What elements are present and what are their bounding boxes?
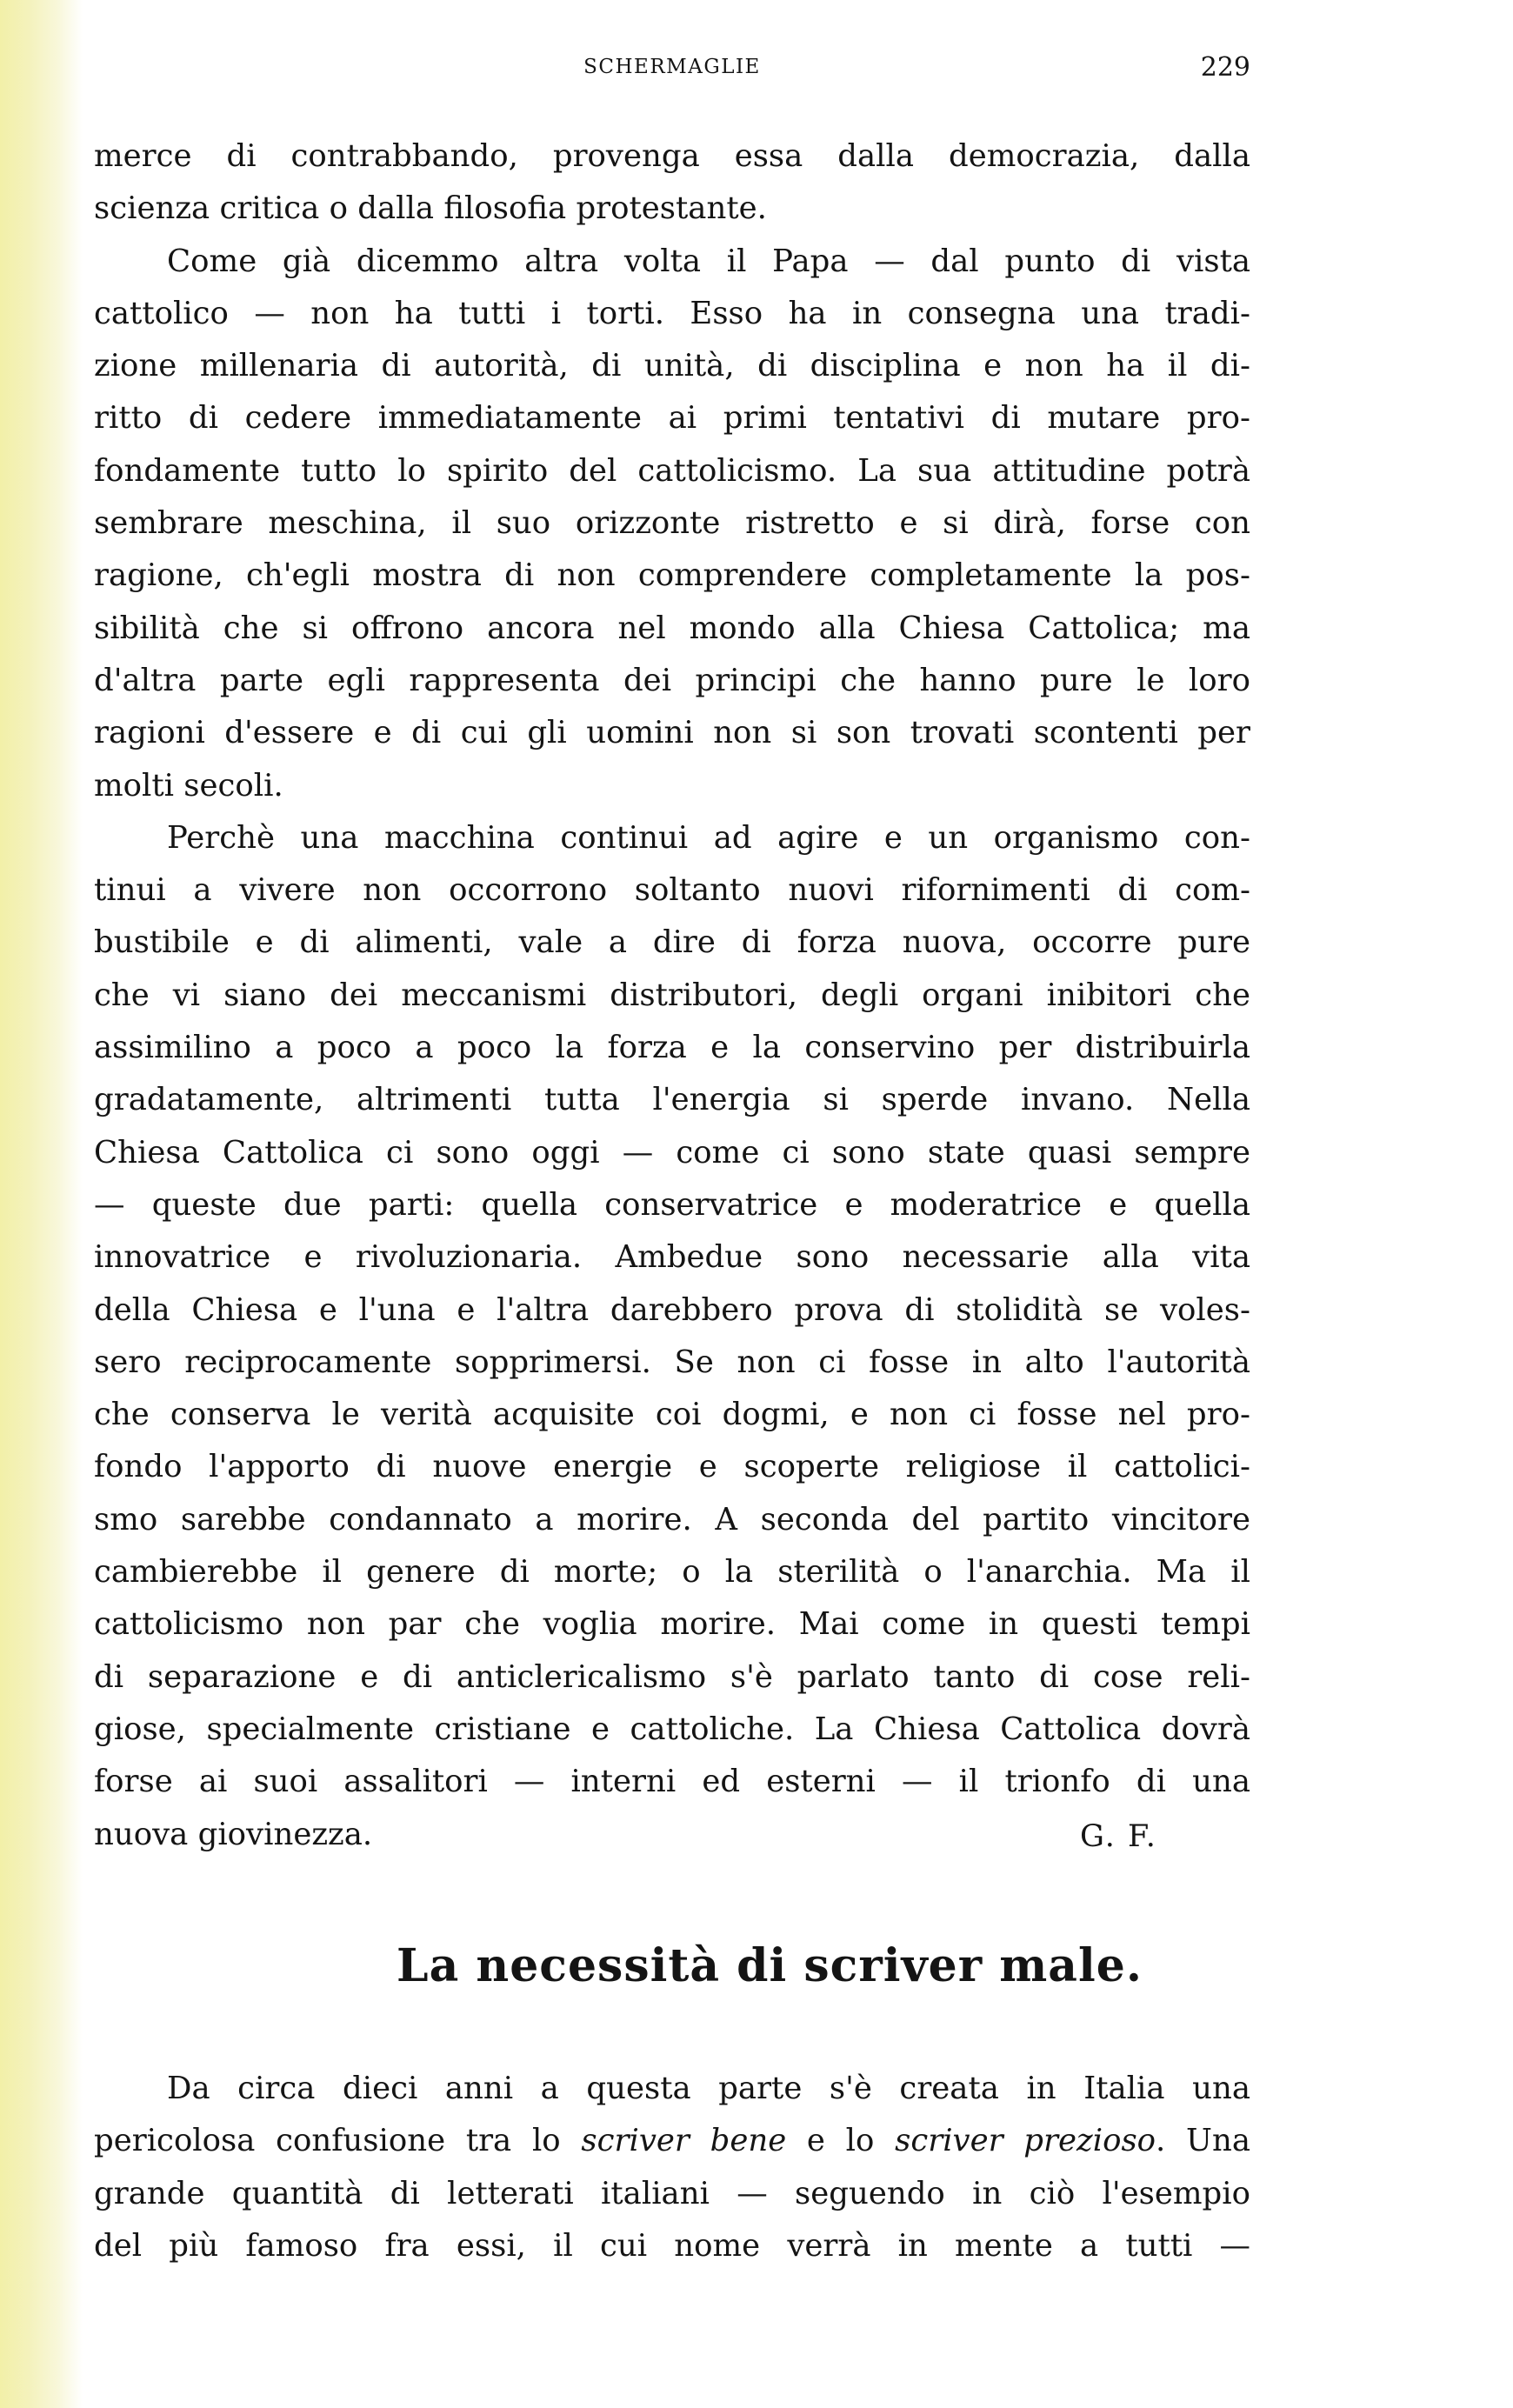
text-line: di separazione e di anticlericalismo s'è parlato tanto di cose reli- [94,1658,1250,1695]
text-line: che conserva le verità acquisite coi dogmi, e non ci fosse nel pro- [94,1397,1250,1433]
text-line: grande quantità di letterati italiani — seguendo in ciò l'esempio [94,2175,1250,2211]
running-title: SCHERMAGLIE [583,56,761,78]
text-line: sero reciprocamente sopprimersi. Se non ci fosse in alto l'autorità [94,1344,1250,1380]
text-line: — queste due parti: quella conservatrice e moderatrice e quella [94,1186,1250,1223]
paragraph-3 [94,812,1250,1861]
section-title: La necessità di scriver male. [397,1939,1143,1992]
paragraph-2 [94,236,1250,812]
text-line: della Chiesa e l'una e l'altra darebbero prova di stolidità se voles- [94,1291,1250,1328]
text-line: smo sarebbe condannato a morire. A seconda del partito vincitore [94,1501,1250,1538]
text-line: assimilino a poco a poco la forza e la conservino per distribuirla [94,1030,1250,1066]
text-line: ritto di cedere immediatamente ai primi tentativi di mutare pro- [94,400,1250,437]
text-line: innovatrice e rivoluzionaria. Ambedue sono necessarie alla vita [94,1239,1250,1276]
text-line: ragioni d'essere e di cui gli uomini non si son trovati scontenti per [94,715,1250,751]
paragraph-1 [94,130,1250,236]
text-line: Perchè una macchina continui ad agire e un organismo con- [167,819,1250,856]
text-line: Come già dicemmo altra volta il Papa — dal punto di vista [167,243,1250,279]
text-line: fondo l'apporto di nuove energie e scoperte religiose il cattolici- [94,1449,1250,1485]
text-line: sembrare meschina, il suo orizzonte ristretto e si dirà, forse con [94,505,1250,542]
page-number: 229 [1200,52,1250,83]
text-line: Chiesa Cattolica ci sono oggi — come ci sono state quasi sempre [94,1134,1250,1171]
text-line: ragione, ch'egli mostra di non comprendere completamente la pos- [94,557,1250,594]
text-line: sibilità che si offrono ancora nel mondo alla Chiesa Cattolica; ma [94,610,1250,646]
text-line: zione millenaria di autorità, di unità, di disciplina e non ha il di- [94,348,1250,384]
text-line: che vi siano dei meccanismi distributori, degli organi inibitori che [94,977,1250,1013]
author-signature: G. F. [1080,1819,1157,1854]
text-line: bustibile e di alimenti, vale a dire di forza nuova, occorre pure [94,924,1250,961]
text-line: tinui a vivere non occorrono soltanto nuovi rifornimenti di com- [94,872,1250,909]
text-line: d'altra parte egli rappresenta dei principi che hanno pure le loro [94,662,1250,698]
text-line: cattolico — non ha tutti i torti. Esso ha in consegna una tradi- [94,295,1250,331]
paragraph-article2 [94,2063,1250,2272]
text-line: scienza critica o dalla filosofia protestante. [94,190,767,227]
text-run: . Una [1156,2123,1251,2159]
text-line: merce di contrabbando, provenga essa dalla democrazia, dalla [94,138,1250,174]
text-run: e lo [786,2123,896,2159]
text-line: molti secoli. [94,767,283,804]
text-line: Da circa dieci anni a questa parte s'è creata in Italia una [167,2071,1250,2106]
italic-phrase: scriver bene [581,2123,787,2159]
text-line: cambierebbe il genere di morte; o la sterilità o l'anarchia. Ma il [94,1554,1250,1591]
text-line: gradatamente, altrimenti tutta l'energia si sperde invano. Nella [94,1082,1250,1118]
italic-phrase: scriver prezioso [895,2123,1156,2159]
running-head [94,50,1250,85]
text-run: pericolosa confusione tra lo [94,2123,582,2159]
page-edge-shading [0,0,83,2408]
text-line: del più famoso fra essi, il cui nome verrà in mente a tutti — [94,2227,1250,2264]
text-line: forse ai suoi assalitori — interni ed esterni — il trionfo di una [94,1764,1250,1800]
text-line: cattolicismo non par che voglia morire. Mai come in questi tempi [94,1606,1250,1643]
text-line-with-italics [94,2115,1250,2167]
text-line: nuova giovinezza. [94,1816,373,1852]
text-line: giose, specialmente cristiane e cattoliche. La Chiesa Cattolica dovrà [94,1711,1250,1747]
text-line: fondamente tutto lo spirito del cattolicismo. La sua attitudine potrà [94,452,1250,489]
